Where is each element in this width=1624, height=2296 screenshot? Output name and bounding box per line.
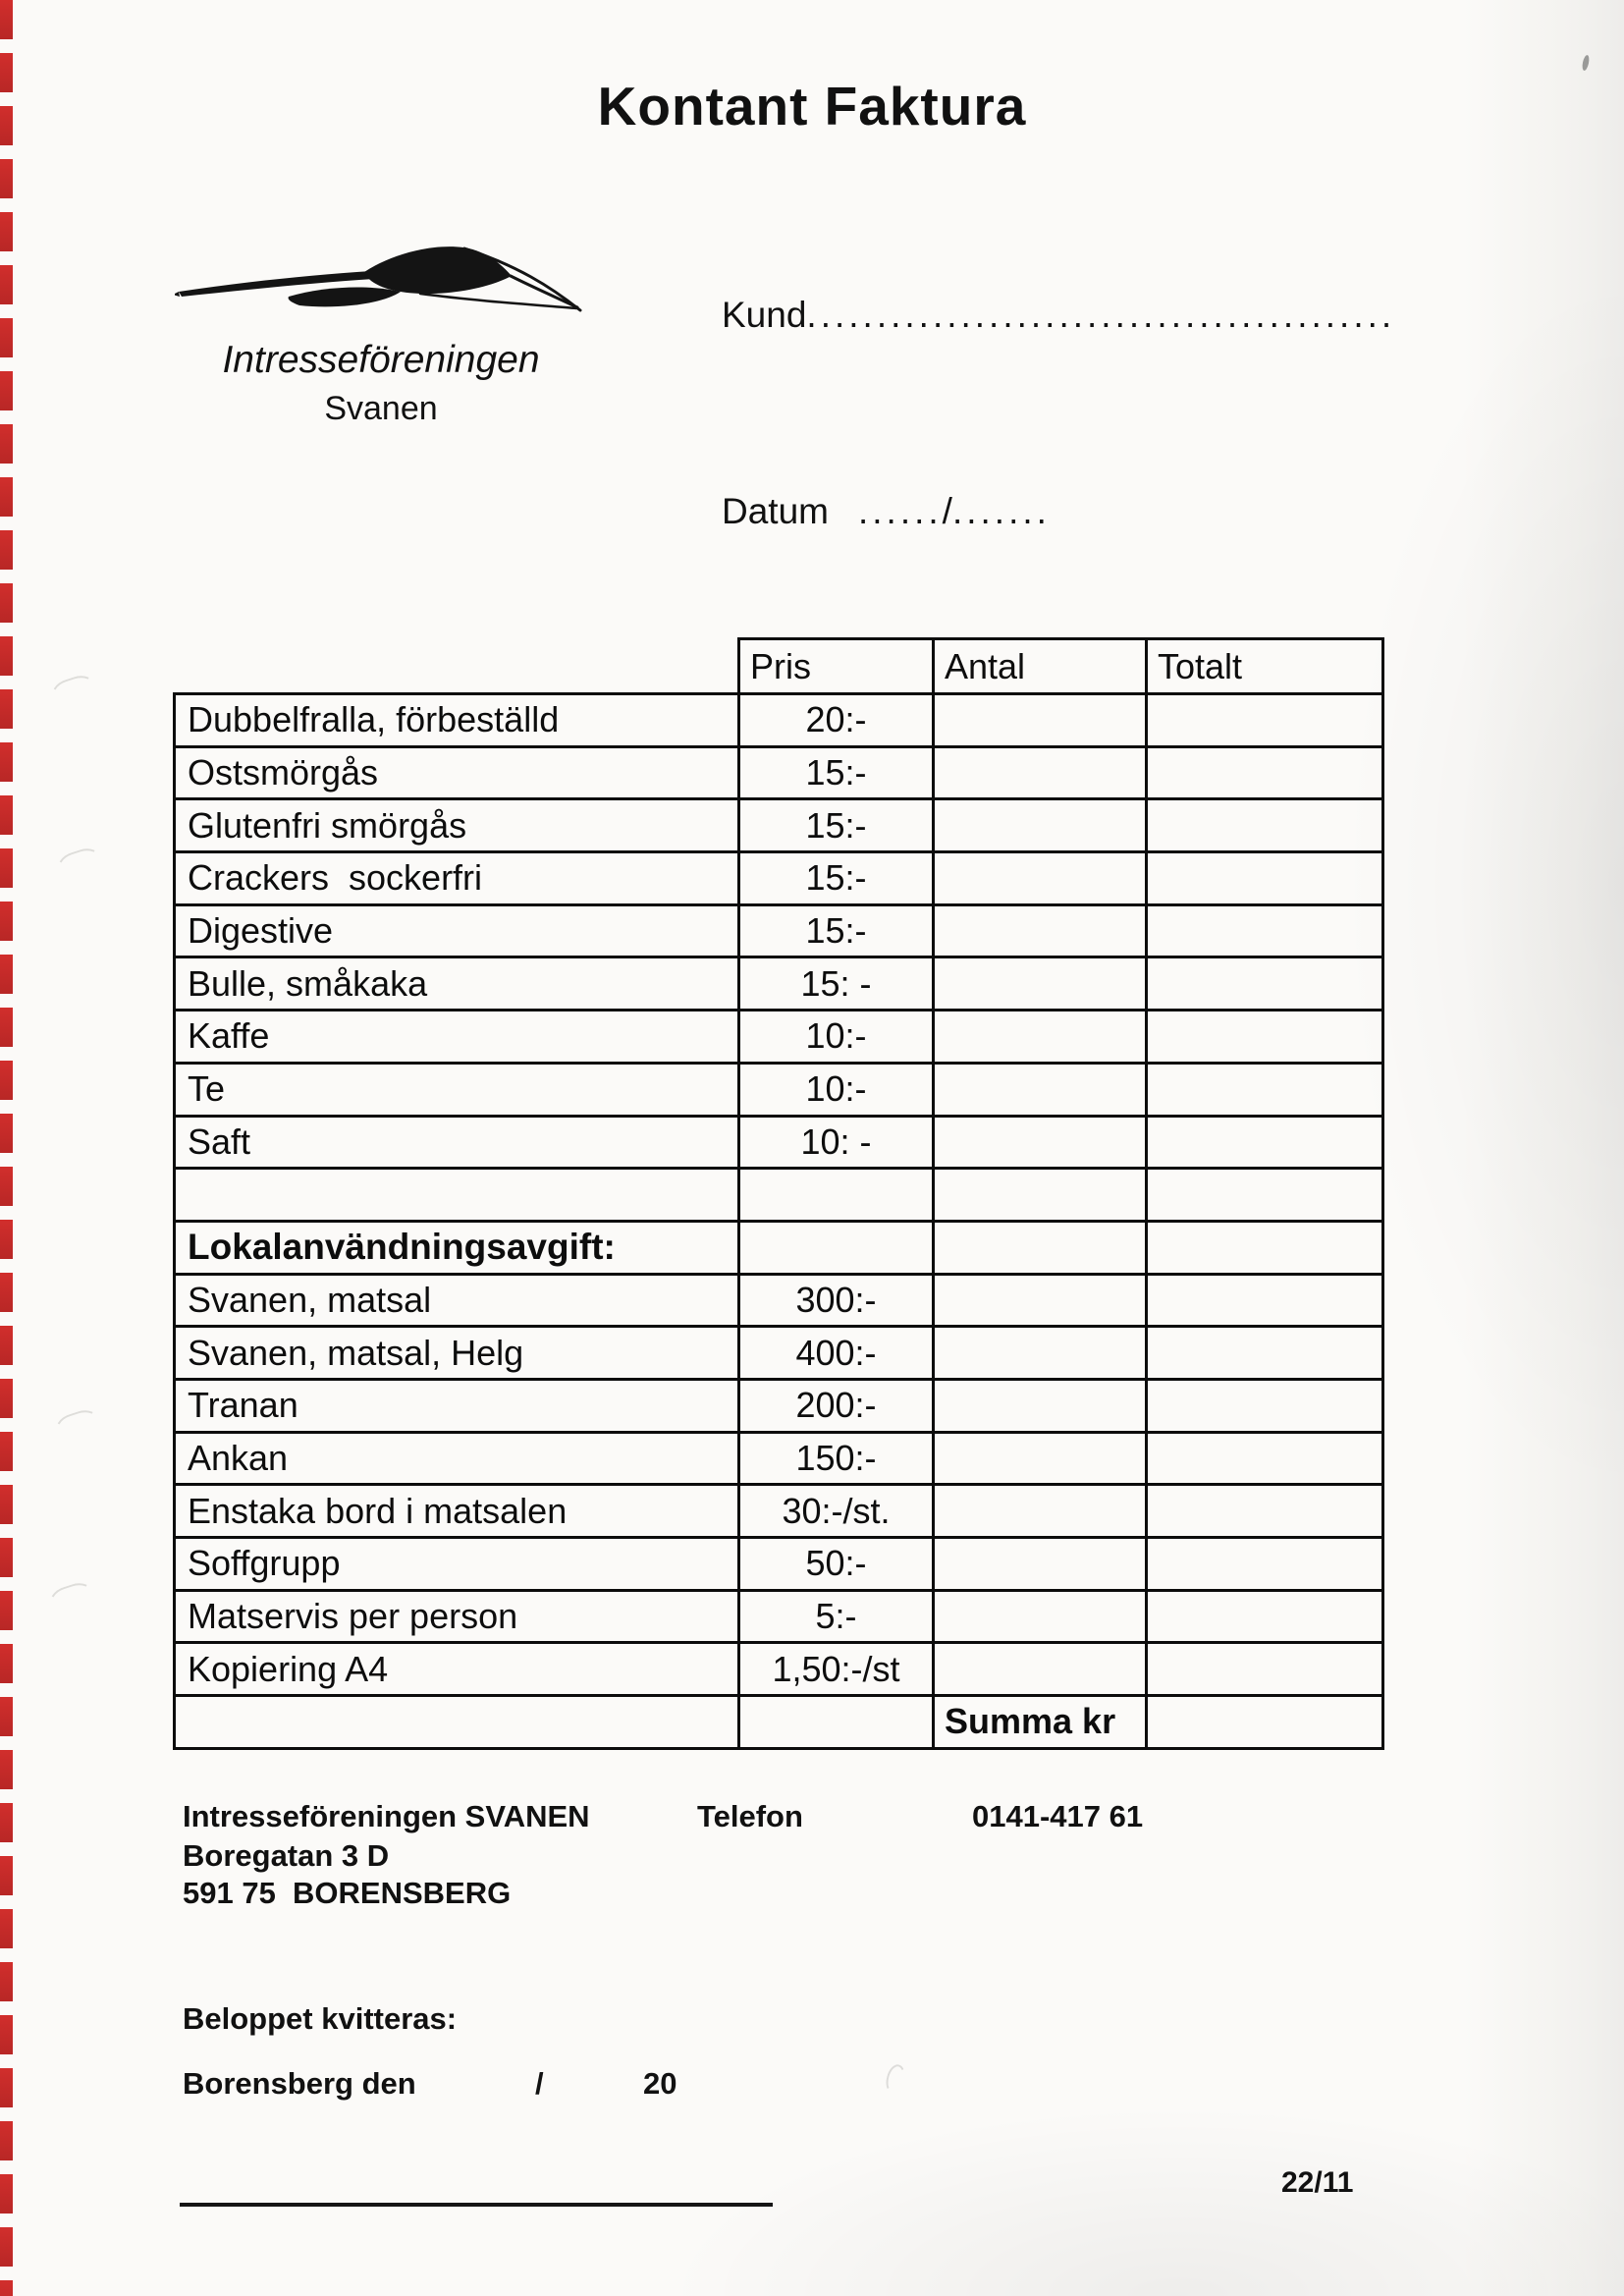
totalt-cell	[1147, 1327, 1383, 1380]
antal-cell	[934, 904, 1147, 957]
totalt-cell	[1147, 1011, 1383, 1064]
totalt-cell	[1147, 1063, 1383, 1116]
date-slash: /	[942, 491, 952, 531]
price-cell	[739, 1696, 934, 1749]
totalt-cell	[1147, 1590, 1383, 1643]
item-label-cell: Matservis per person	[175, 1590, 739, 1643]
totalt-cell	[1147, 1432, 1383, 1485]
totalt-cell	[1147, 1379, 1383, 1432]
antal-cell	[934, 1379, 1147, 1432]
antal-cell	[934, 1169, 1147, 1222]
item-label-cell: Soffgrupp	[175, 1538, 739, 1591]
item-label-cell: Svanen, matsal	[175, 1274, 739, 1327]
item-label-cell	[175, 1169, 739, 1222]
totalt-cell	[1147, 1538, 1383, 1591]
totalt-cell	[1147, 904, 1383, 957]
organization-subname: Svanen	[324, 390, 438, 427]
signature-date-century: 20	[643, 2066, 677, 2101]
item-label-cell: Ostsmörgås	[175, 746, 739, 799]
pencil-arc-artifact	[47, 671, 102, 715]
table-row	[175, 694, 1383, 747]
item-label-cell: Saft	[175, 1116, 739, 1169]
table-row	[175, 957, 1383, 1011]
scanner-red-edge-marks	[0, 0, 13, 2296]
table-row	[175, 1590, 1383, 1643]
table-row	[175, 1485, 1383, 1538]
price-cell: 5:-	[739, 1590, 934, 1643]
price-cell: 10: -	[739, 1116, 934, 1169]
pencil-arc-artifact	[53, 844, 108, 888]
table-row	[175, 1327, 1383, 1380]
footer-telefon-number: 0141-417 61	[972, 1799, 1144, 1833]
customer-label: Kund	[722, 295, 807, 335]
antal-cell	[934, 1011, 1147, 1064]
price-cell: 10:-	[739, 1063, 934, 1116]
item-label-cell: Enstaka bord i matsalen	[175, 1485, 739, 1538]
price-cell: 20:-	[739, 694, 934, 747]
price-cell: 15:-	[739, 799, 934, 852]
antal-cell	[934, 1327, 1147, 1380]
footer-telefon-label: Telefon	[697, 1799, 803, 1833]
table-row	[175, 1379, 1383, 1432]
date-dotted-leader-day: ......	[857, 491, 943, 531]
column-header-antal: Antal	[934, 639, 1147, 694]
totalt-cell	[1147, 1485, 1383, 1538]
item-label-cell: Lokalanvändningsavgift:	[175, 1221, 739, 1274]
price-cell	[739, 1169, 934, 1222]
price-cell	[739, 1221, 934, 1274]
antal-cell	[934, 1538, 1147, 1591]
summa-row	[175, 1696, 1383, 1749]
header-spacer-cell	[175, 639, 739, 694]
customer-fill-line	[722, 295, 1395, 336]
table-header-row	[175, 639, 1383, 694]
price-cell: 150:-	[739, 1432, 934, 1485]
totalt-cell	[1147, 1696, 1383, 1749]
antal-cell	[934, 1590, 1147, 1643]
item-label-cell: Crackers sockerfri	[175, 852, 739, 905]
antal-cell	[934, 1274, 1147, 1327]
table-row	[175, 904, 1383, 957]
antal-cell	[934, 957, 1147, 1011]
antal-cell	[934, 1063, 1147, 1116]
item-label-cell: Bulle, småkaka	[175, 957, 739, 1011]
totalt-cell	[1147, 1169, 1383, 1222]
section-header-row	[175, 1221, 1383, 1274]
item-label-cell: Svanen, matsal, Helg	[175, 1327, 739, 1380]
price-cell: 15:-	[739, 852, 934, 905]
table-row	[175, 1538, 1383, 1591]
price-cell: 10:-	[739, 1011, 934, 1064]
table-row	[175, 1116, 1383, 1169]
table-row	[175, 1063, 1383, 1116]
totalt-cell	[1147, 746, 1383, 799]
table-row	[175, 1169, 1383, 1222]
item-label-cell: Te	[175, 1063, 739, 1116]
price-cell: 400:-	[739, 1327, 934, 1380]
antal-cell	[934, 1221, 1147, 1274]
table-row	[175, 799, 1383, 852]
totalt-cell	[1147, 957, 1383, 1011]
organization-name: Intresseföreningen	[222, 339, 540, 381]
column-header-totalt: Totalt	[1147, 639, 1383, 694]
receipt-ack-label: Beloppet kvitteras:	[183, 2001, 458, 2036]
swan-logo-icon	[175, 240, 587, 333]
footer-org-name: Intresseföreningen SVANEN	[183, 1799, 590, 1833]
table-row	[175, 1274, 1383, 1327]
totalt-cell	[1147, 799, 1383, 852]
date-label: Datum	[722, 491, 829, 531]
table-row	[175, 746, 1383, 799]
totalt-cell	[1147, 1643, 1383, 1696]
page-reference: 22/11	[1281, 2166, 1354, 2199]
table-row	[175, 1643, 1383, 1696]
totalt-cell	[1147, 694, 1383, 747]
date-dotted-leader-month: .......	[951, 491, 1051, 531]
totalt-cell	[1147, 1116, 1383, 1169]
customer-dotted-leader: ..........................................	[806, 295, 1396, 335]
item-label-cell: Kaffe	[175, 1011, 739, 1064]
footer-address-street: Boregatan 3 D	[183, 1838, 390, 1873]
price-cell: 200:-	[739, 1379, 934, 1432]
item-label-cell: Glutenfri smörgås	[175, 799, 739, 852]
price-cell: 15:-	[739, 746, 934, 799]
organization-logo-block	[175, 240, 587, 428]
speck-artifact	[1581, 55, 1590, 72]
antal-cell	[934, 1485, 1147, 1538]
table-row	[175, 852, 1383, 905]
antal-cell	[934, 694, 1147, 747]
price-table	[173, 637, 1384, 1750]
totalt-cell	[1147, 1221, 1383, 1274]
table-row	[175, 1432, 1383, 1485]
antal-cell	[934, 799, 1147, 852]
item-label-cell: Kopiering A4	[175, 1643, 739, 1696]
signature-place-date-label: Borensberg den	[183, 2066, 416, 2101]
antal-cell	[934, 746, 1147, 799]
date-fill-line	[722, 491, 1051, 532]
totalt-cell	[1147, 852, 1383, 905]
antal-cell	[934, 1432, 1147, 1485]
price-cell: 15: -	[739, 957, 934, 1011]
signature-date-slash: /	[535, 2066, 544, 2101]
table-row	[175, 1011, 1383, 1064]
page-title: Kontant Faktura	[597, 76, 1027, 137]
price-cell: 30:-/st.	[739, 1485, 934, 1538]
antal-cell: Summa kr	[934, 1696, 1147, 1749]
price-cell: 1,50:-/st	[739, 1643, 934, 1696]
item-label-cell	[175, 1696, 739, 1749]
price-cell: 50:-	[739, 1538, 934, 1591]
price-cell: 300:-	[739, 1274, 934, 1327]
item-label-cell: Ankan	[175, 1432, 739, 1485]
signature-line	[180, 2203, 773, 2207]
antal-cell	[934, 852, 1147, 905]
footer-address-city: 591 75 BORENSBERG	[183, 1876, 512, 1910]
column-header-pris: Pris	[739, 639, 934, 694]
antal-cell	[934, 1643, 1147, 1696]
item-label-cell: Digestive	[175, 904, 739, 957]
pencil-arc-artifact	[45, 1578, 100, 1622]
speck-artifact	[884, 2062, 908, 2095]
totalt-cell	[1147, 1274, 1383, 1327]
pencil-arc-artifact	[51, 1405, 106, 1449]
price-cell: 15:-	[739, 904, 934, 957]
antal-cell	[934, 1116, 1147, 1169]
item-label-cell: Tranan	[175, 1379, 739, 1432]
item-label-cell: Dubbelfralla, förbeställd	[175, 694, 739, 747]
